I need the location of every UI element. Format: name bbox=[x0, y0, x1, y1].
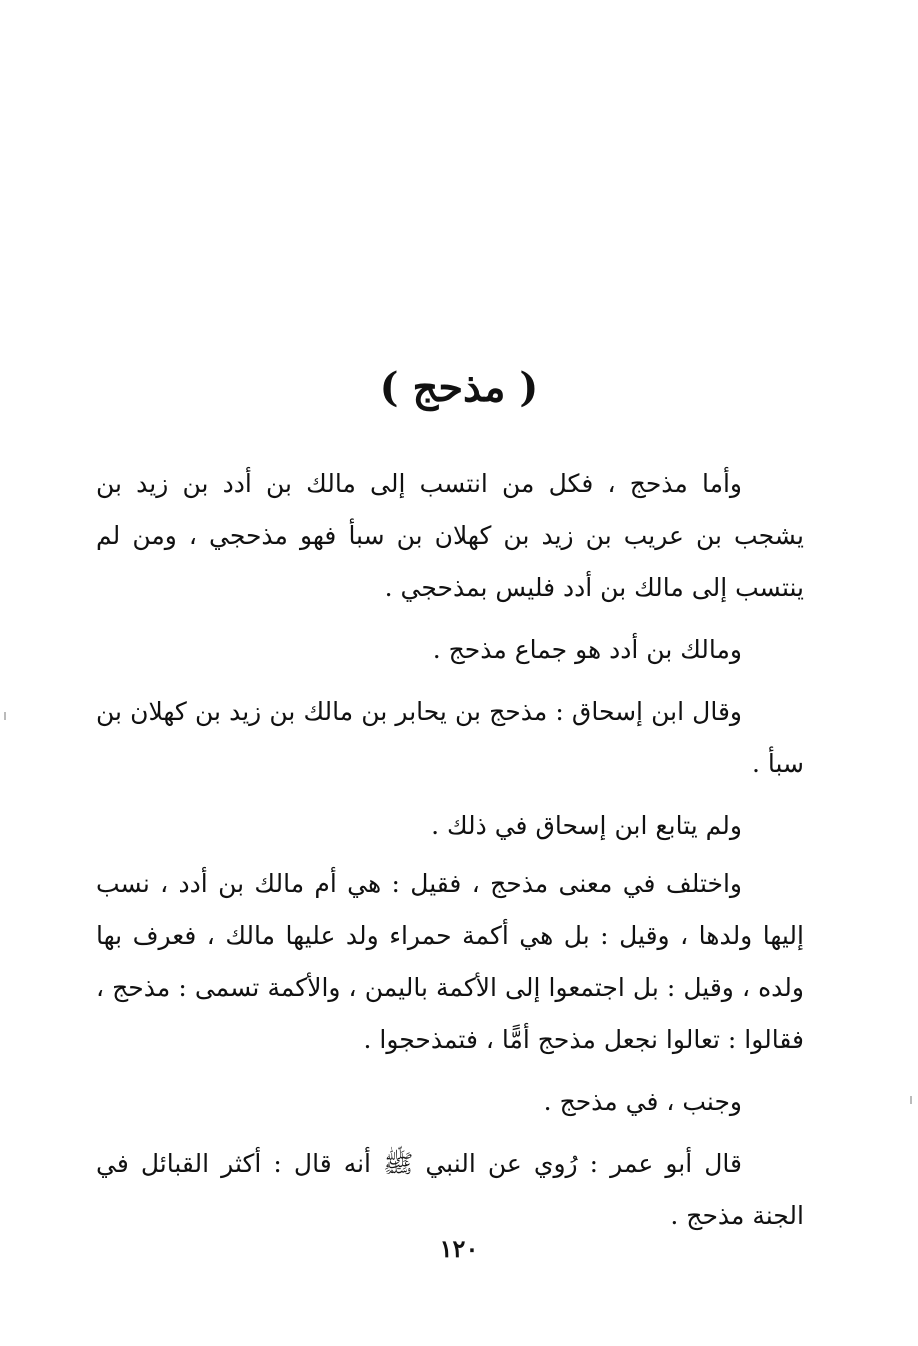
paragraph-7: قال أبو عمر : رُوي عن النبي ﷺ أنه قال : أكثر القبائل في الجنة مذحج . bbox=[96, 1149, 804, 1230]
scan-speck bbox=[910, 1096, 912, 1104]
page-number: ١٢٠ bbox=[439, 1234, 479, 1263]
paragraph-4: ولم يتابع ابن إسحاق في ذلك . bbox=[431, 811, 742, 840]
paragraph-2: ومالك بن أدد هو جماع مذحج . bbox=[432, 635, 742, 664]
paragraph-1: وأما مذحج ، فكل من انتسب إلى مالك بن أدد بن زيد بن يشجب بن عريب بن زيد بن كهلان بن سبأ فهو مذحجي ، ومن لم ينتسب إلى مالك بن أدد فليس بمذحجي . bbox=[96, 469, 804, 602]
section-heading: ( مذحج ) bbox=[379, 364, 539, 411]
paragraph-6: وجنب ، في مذحج . bbox=[543, 1087, 742, 1116]
paragraph-3: وقال ابن إسحاق : مذحج بن يحابر بن مالك بن زيد بن كهلان بن سبأ . bbox=[96, 697, 804, 778]
scan-speck bbox=[4, 712, 6, 720]
paragraph-5: واختلف في معنى مذحج ، فقيل : هي أم مالك بن أدد ، نسب إليها ولدها ، وقيل : بل هي أكمة حمراء ولد عليها مالك ، فعرف بها ولده ، وقيل : بل اجتمعوا إلى الأكمة باليمن ، والأكمة تسمى : مذحج ، فقالوا : تعالوا نجعل مذحج أمًّا ، فتمذحجوا . bbox=[96, 869, 804, 1054]
body-text bbox=[96, 458, 804, 1242]
